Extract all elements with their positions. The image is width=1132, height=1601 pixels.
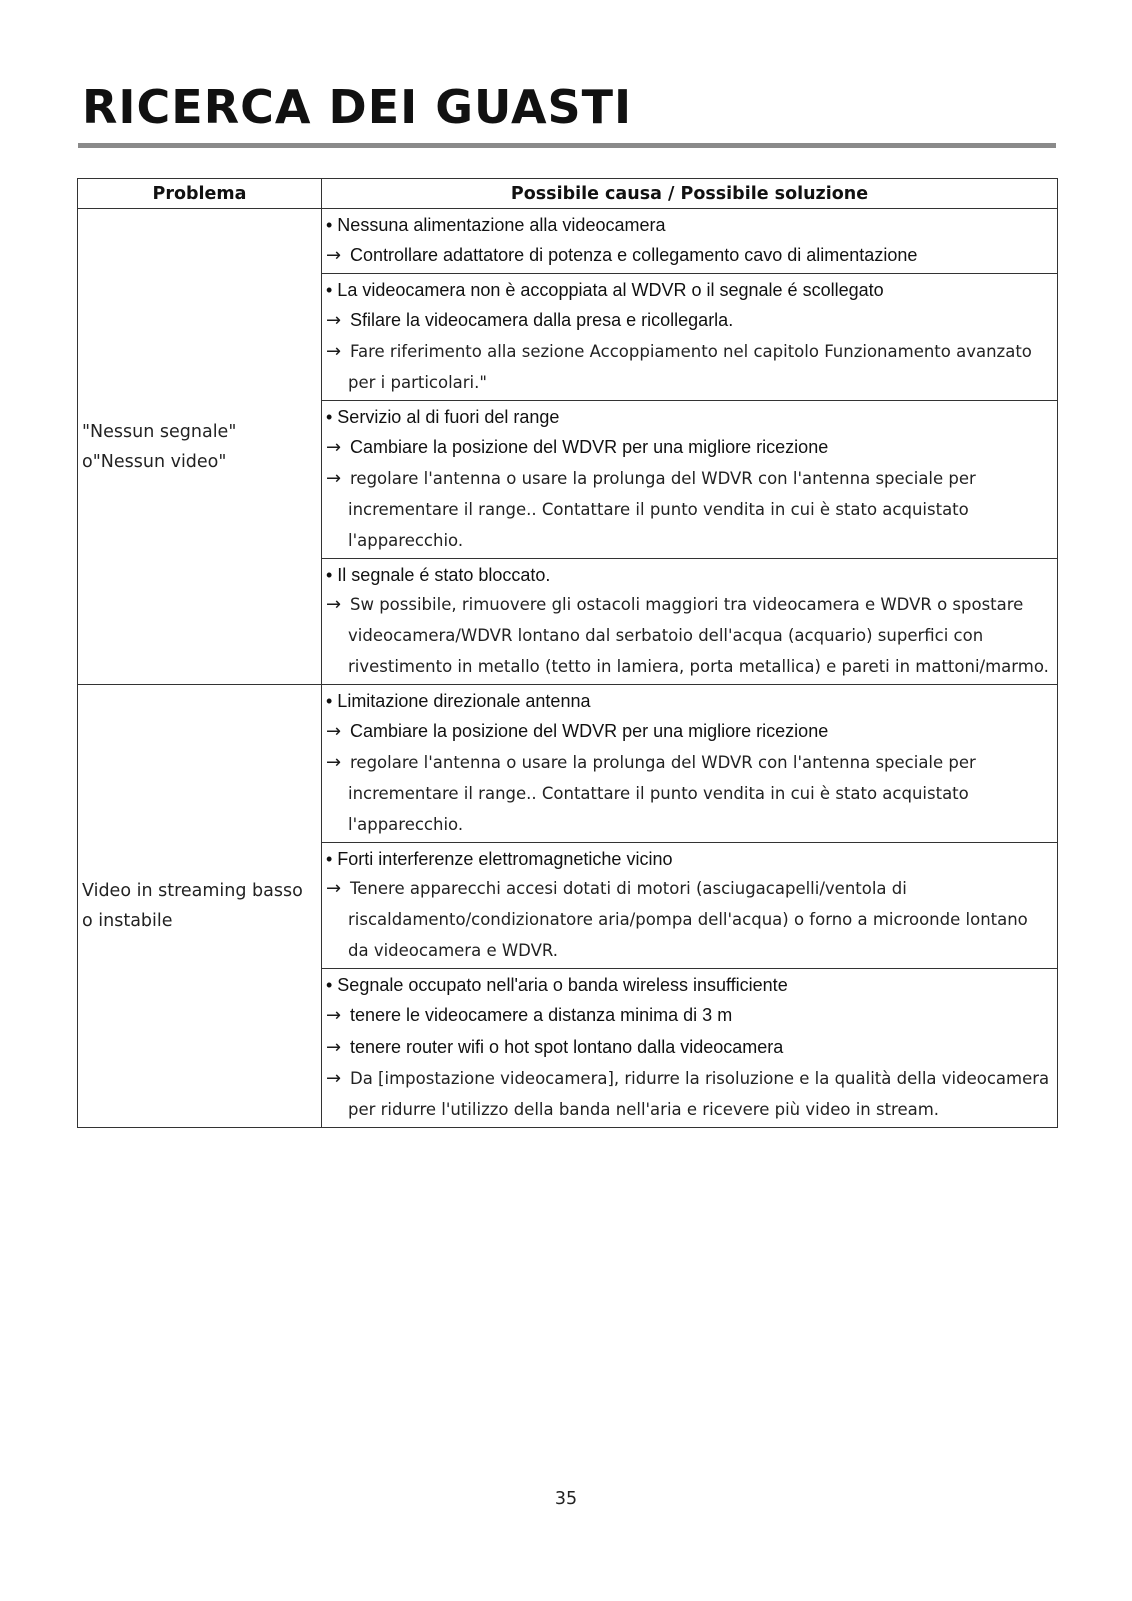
title-rule [78, 143, 1056, 148]
cause-cell [322, 559, 1058, 685]
solution-item [326, 464, 1051, 557]
solution-item [326, 874, 1051, 967]
solution-text: regolare l'antenna o usare la prolunga del WDVR con l'antenna speciale per incrementare il range.. Contattare il punto vendita in cui è stato acquistato l'apparecchio. [348, 753, 976, 834]
problem-cell [78, 209, 322, 685]
solution-item [326, 240, 1051, 272]
solution-text: regolare l'antenna o usare la prolunga del WDVR con l'antenna speciale per incrementare il range.. Contattare il punto vendita in cui è stato acquistato l'apparecchio. [348, 469, 976, 550]
solution-text: Cambiare la posizione del WDVR per una migliore ricezione [350, 721, 829, 741]
table-row [78, 209, 1058, 274]
arrow-right-icon: → [326, 468, 342, 489]
solution-item [326, 1064, 1051, 1126]
solution-item [326, 432, 1051, 464]
arrow-right-icon: → [326, 245, 342, 266]
troubleshooting-table [77, 178, 1058, 1128]
cause-text: • Limitazione direzionale antenna [326, 691, 591, 711]
cause-cell [322, 209, 1058, 274]
solution-item [326, 748, 1051, 841]
arrow-right-icon: → [326, 721, 342, 742]
cause-text: • Nessuna alimentazione alla videocamera [326, 215, 666, 235]
cause-cell [322, 274, 1058, 401]
solution-item [326, 716, 1051, 748]
solution-text: Fare riferimento alla sezione Accoppiamento nel capitolo Funzionamento avanzato per i particolari." [348, 342, 1032, 392]
solution-item [326, 1032, 1051, 1064]
problem-line: o"Nessun video" [82, 451, 227, 472]
page-title: RICERCA DEI GUASTI [82, 80, 633, 134]
header-problem: Problema [78, 179, 322, 209]
cause-text: • Segnale occupato nell'aria o banda wireless insufficiente [326, 975, 788, 995]
solution-item [326, 590, 1051, 683]
solution-item [326, 337, 1051, 399]
cause-text: • Forti interferenze elettromagnetiche vicino [326, 849, 673, 869]
arrow-right-icon: → [326, 1037, 342, 1058]
table-header-row [78, 179, 1058, 209]
arrow-right-icon: → [326, 878, 342, 899]
solution-text: Cambiare la posizione del WDVR per una migliore ricezione [350, 437, 829, 457]
arrow-right-icon: → [326, 341, 342, 362]
solution-text: Sfilare la videocamera dalla presa e ricollegarla. [350, 310, 734, 330]
solution-text: tenere router wifi o hot spot lontano dalla videocamera [350, 1037, 784, 1057]
cause-cell [322, 843, 1058, 969]
arrow-right-icon: → [326, 594, 342, 615]
problem-line: Video in streaming basso [82, 881, 303, 901]
cause-cell [322, 401, 1058, 559]
cause-text: • Il segnale é stato bloccato. [326, 565, 551, 585]
arrow-right-icon: → [326, 1005, 342, 1026]
solution-text: Controllare adattatore di potenza e collegamento cavo di alimentazione [350, 245, 918, 265]
cause-cell [322, 685, 1058, 843]
cause-text: • La videocamera non è accoppiata al WDVR o il segnale é scollegato [326, 280, 884, 300]
cause-cell [322, 969, 1058, 1128]
problem-line: o instabile [82, 911, 173, 931]
solution-item [326, 1000, 1051, 1032]
table-row [78, 685, 1058, 843]
solution-item [326, 305, 1051, 337]
arrow-right-icon: → [326, 1068, 342, 1089]
solution-text: Sw possibile, rimuovere gli ostacoli maggiori tra videocamera e WDVR o spostare videocamera/WDVR lontano dal serbatoio dell'acqua (acquario) superfici con rivestimento in metallo (tetto in lamiera, porta metallica) e pareti in mattoni/marmo. [348, 595, 1049, 676]
page-number: 35 [554, 1489, 578, 1509]
header-cause-solution: Possibile causa / Possibile soluzione [322, 179, 1058, 209]
arrow-right-icon: → [326, 437, 342, 458]
arrow-right-icon: → [326, 752, 342, 773]
solution-text: tenere le videocamere a distanza minima di 3 m [350, 1005, 733, 1025]
cause-text: • Servizio al di fuori del range [326, 407, 560, 427]
arrow-right-icon: → [326, 310, 342, 331]
solution-text: Da [impostazione videocamera], ridurre la risoluzione e la qualità della videocamera per ridurre l'utilizzo della banda nell'aria e ricevere più video in stream. [348, 1069, 1050, 1119]
solution-text: Tenere apparecchi accesi dotati di motori (asciugacapelli/ventola di riscaldamento/condizionatore aria/pompa dell'acqua) o forno a microonde lontano da videocamera e WDVR. [348, 879, 1028, 960]
problem-line: "Nessun segnale" [82, 421, 237, 442]
problem-cell [78, 685, 322, 1128]
